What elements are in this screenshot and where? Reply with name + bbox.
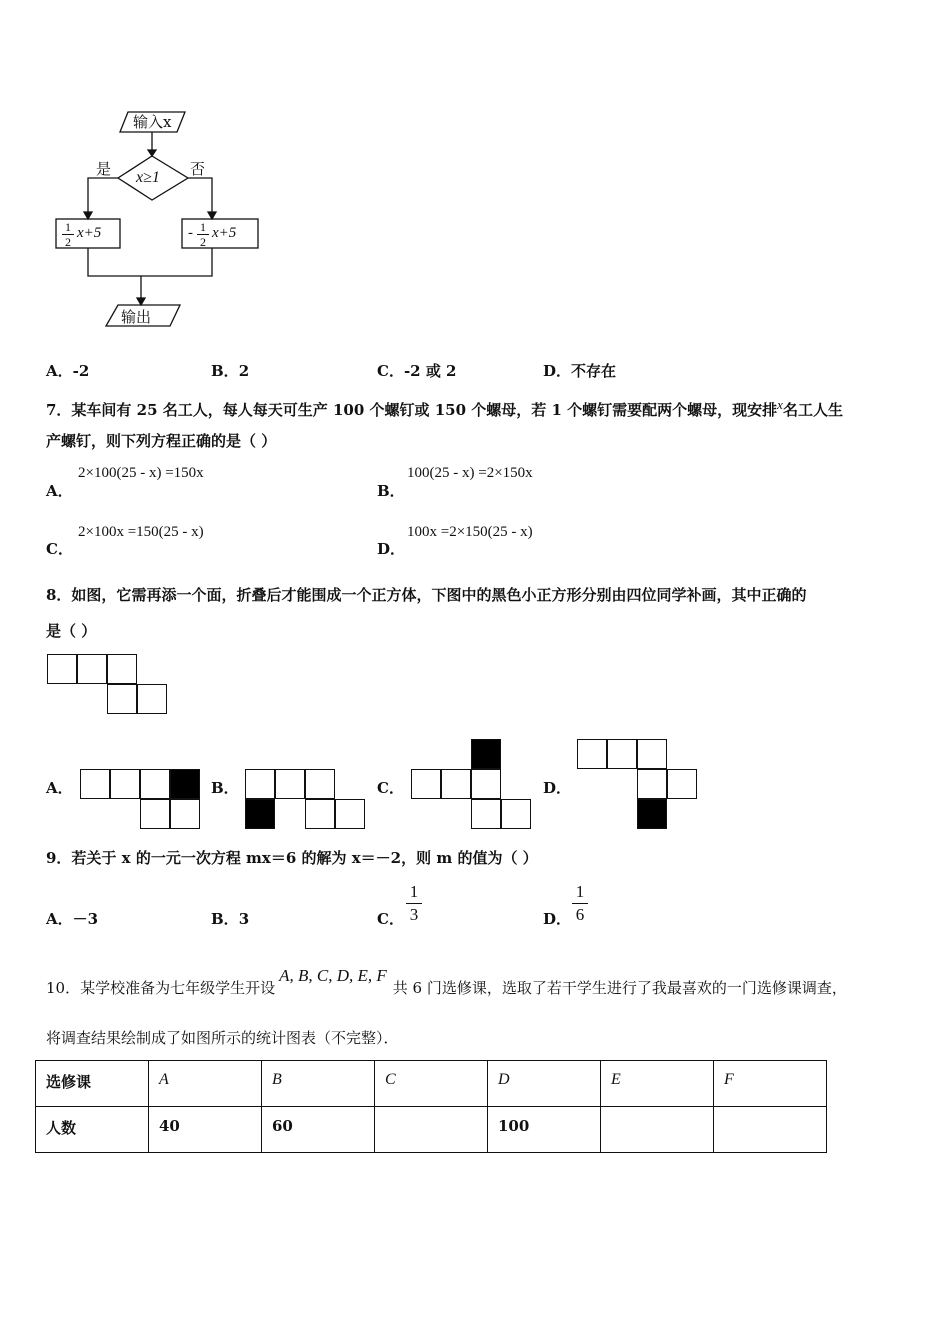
- net-square: [471, 769, 501, 799]
- net-square: [411, 769, 441, 799]
- q9-option-d-fraction: 1 6: [572, 882, 588, 925]
- q9-stem: 9．若关于 x 的一元一次方程 mx＝6 的解为 x＝－2，则 m 的值为（ ）: [46, 849, 538, 867]
- net-square: [80, 769, 110, 799]
- net-square: [577, 739, 607, 769]
- net-square: [305, 799, 335, 829]
- flowchart: [40, 100, 280, 340]
- flowchart-condition: x≥1: [136, 169, 160, 186]
- flowchart-no-label: 否: [190, 160, 206, 178]
- net-square: [107, 684, 137, 714]
- q7-option-a-letter[interactable]: A．: [46, 482, 73, 500]
- q7-option-d-letter[interactable]: D．: [377, 540, 406, 558]
- table-cell-course: A: [149, 1061, 262, 1107]
- net-square: [110, 769, 140, 799]
- flowchart-input-label: 输入x: [133, 113, 172, 131]
- table-cell-count: 60: [262, 1107, 375, 1153]
- q6-option-c[interactable]: C．-2 或 2: [377, 362, 457, 380]
- net-square: [77, 654, 107, 684]
- net-square: [47, 654, 77, 684]
- net-square: [140, 769, 170, 799]
- net-square: [441, 769, 471, 799]
- table-cell-course: E: [601, 1061, 714, 1107]
- q7-option-a-equation: 2×100(25 - x) =150x: [78, 465, 204, 481]
- table-cell-count: 40: [149, 1107, 262, 1153]
- net-square: [667, 769, 697, 799]
- q7-option-d-equation: 100x =2×150(25 - x): [407, 524, 533, 540]
- net-square: [140, 799, 170, 829]
- net-square: [607, 739, 637, 769]
- table-cell-count: 100: [488, 1107, 601, 1153]
- table-cell-count[interactable]: [601, 1107, 714, 1153]
- q8-option-a-letter[interactable]: A．: [46, 779, 73, 797]
- survey-table: [35, 1060, 827, 1153]
- q8-option-b-letter[interactable]: B．: [211, 779, 239, 797]
- q8-option-b-net[interactable]: [245, 769, 370, 833]
- net-square: [637, 769, 667, 799]
- q8-option-c-letter[interactable]: C．: [377, 779, 404, 797]
- q7-stem-line2: 产螺钉，则下列方程正确的是（ ）: [46, 432, 277, 450]
- net-square: [305, 769, 335, 799]
- net-square: [170, 799, 200, 829]
- q8-option-d-letter[interactable]: D．: [543, 779, 572, 797]
- q8-option-c-net[interactable]: [411, 739, 536, 833]
- table-cell-course: B: [262, 1061, 375, 1107]
- q7-option-c-letter[interactable]: C．: [46, 540, 73, 558]
- table-row: [36, 1061, 827, 1107]
- net-square: [637, 739, 667, 769]
- added-black-square: [245, 799, 275, 829]
- table-cell-count[interactable]: [714, 1107, 827, 1153]
- table-header-count: 人数: [36, 1107, 149, 1153]
- net-square: [471, 799, 501, 829]
- table-header-course: 选修课: [36, 1061, 149, 1107]
- q10-stem-line2: 将调查结果绘制成了如图所示的统计图表（不完整）．: [46, 1029, 399, 1047]
- table-cell-course: C: [375, 1061, 488, 1107]
- added-black-square: [637, 799, 667, 829]
- net-square: [335, 799, 365, 829]
- table-cell-course: F: [714, 1061, 827, 1107]
- table-row: [36, 1107, 827, 1153]
- table-cell-course: D: [488, 1061, 601, 1107]
- q9-option-d-letter[interactable]: D．: [543, 910, 572, 928]
- q9-option-c-fraction: 1 3: [406, 882, 422, 925]
- table-cell-count[interactable]: [375, 1107, 488, 1153]
- q7-stem-line1: 7．某车间有 25 名工人，每人每天可生产 100 个螺钉或 150 个螺母，若 1 个螺钉需要配两个螺母，现安排$^x$名工人生: [46, 397, 843, 419]
- q8-stem-line2: 是（ ）: [46, 622, 97, 640]
- q6-option-a[interactable]: A．-2: [46, 362, 90, 380]
- q9-option-a[interactable]: A．－3: [46, 910, 99, 928]
- q8-option-a-net[interactable]: [80, 769, 205, 833]
- net-square: [275, 769, 305, 799]
- q7-option-c-equation: 2×100x =150(25 - x): [78, 524, 204, 540]
- added-black-square: [170, 769, 200, 799]
- net-square: [245, 769, 275, 799]
- net-square: [107, 654, 137, 684]
- q7-option-b-equation: 100(25 - x) =2×150x: [407, 465, 533, 481]
- added-black-square: [471, 739, 501, 769]
- q8-option-d-net[interactable]: [577, 739, 702, 833]
- q9-option-c-letter[interactable]: C．: [377, 910, 404, 928]
- q10-stem-line1: 10．某学校准备为七年级学生开设A, B, C, D, E, F共 6 门选修课，选取了若干学生进行了我最喜欢的一门选修课调查，: [46, 966, 847, 997]
- q6-option-d[interactable]: D．不存在: [543, 362, 617, 380]
- q7-option-b-letter[interactable]: B．: [377, 482, 405, 500]
- q6-option-b[interactable]: B．2: [211, 362, 250, 380]
- net-square: [137, 684, 167, 714]
- q9-option-b[interactable]: B．3: [211, 910, 250, 928]
- q8-stem-line1: 8．如图，它需再添一个面，折叠后才能围成一个正方体，下图中的黑色小正方形分别由四位同学补画，其中正确的: [46, 586, 807, 604]
- net-square: [501, 799, 531, 829]
- q8-base-net: [47, 654, 172, 718]
- flowchart-output-label: 输出: [121, 308, 152, 326]
- flowchart-yes-label: 是: [96, 160, 112, 178]
